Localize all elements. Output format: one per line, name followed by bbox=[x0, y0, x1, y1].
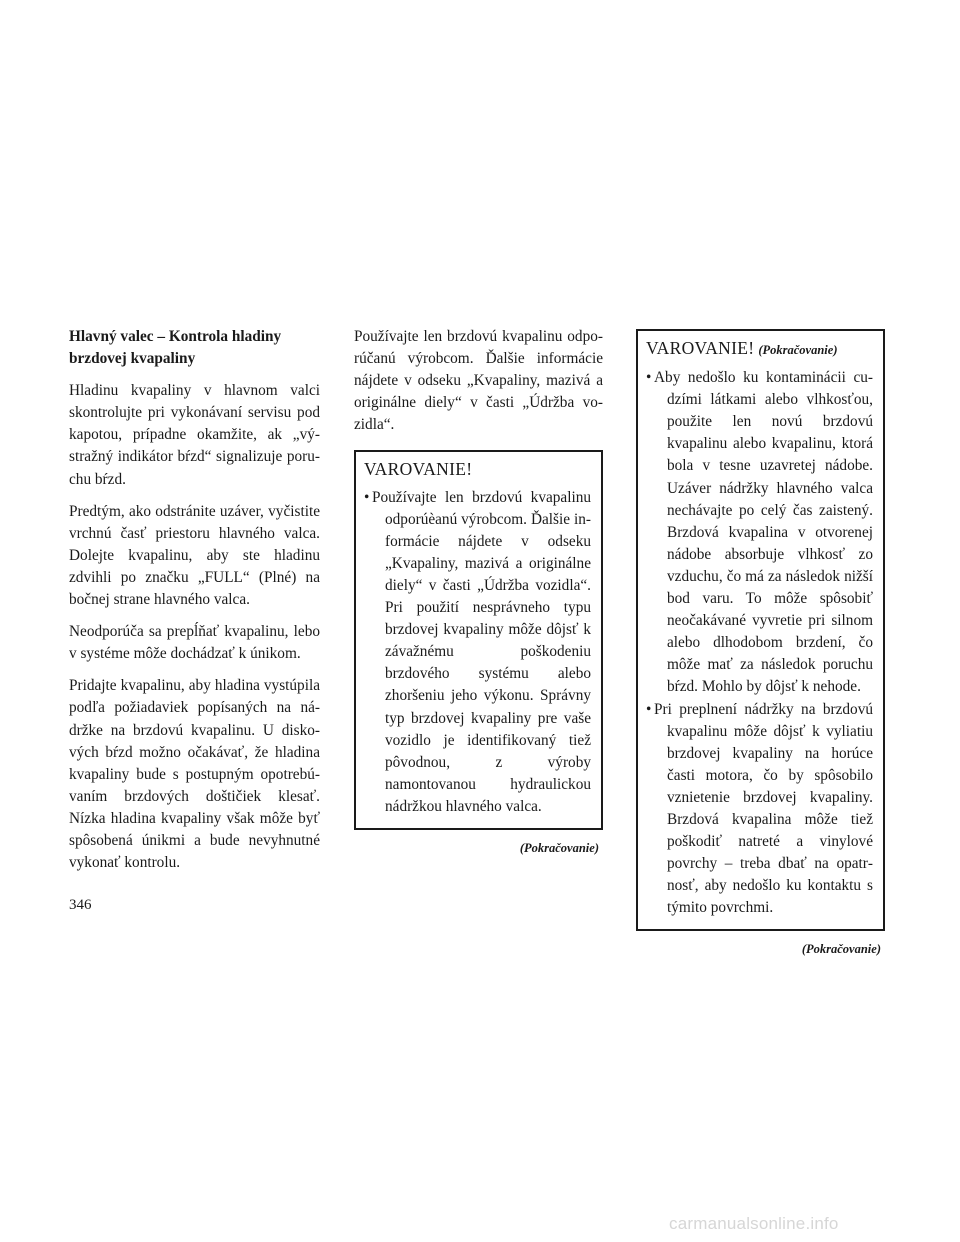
watermark: carmanualsonline.info bbox=[669, 1214, 839, 1233]
paragraph-4: Pridajte kvapalinu, aby hladina vystúpila podľa požiadaviek popísaných na nádržke na brzdovú kvapalinu. U diskových bŕzd možno očakávať, že hladina kvapaliny bude s postupným opotrebúvaním brzdových doštičiek klesať. Nízka hladina kvapaliny však môže byť spôsobená únikmi a bude nevyhnutné vykonať kontrolu. bbox=[69, 677, 320, 872]
right-column bbox=[636, 329, 885, 961]
warning-box bbox=[354, 450, 603, 830]
warning-list bbox=[364, 487, 591, 818]
page-number: 346 bbox=[69, 897, 92, 913]
left-column bbox=[69, 326, 320, 884]
section-heading: Hlavný valec – Kontrola hladiny brzdovej kvapaliny bbox=[69, 328, 282, 368]
warning-item: • Používajte len brzdovú kvapalinu odporúèanú výrobcom. Ďalšie informácie nájdete v odseku „Kvapaliny, mazivá a originálne diely“ v časti „Údržba vozidla“. Pri použití nesprávneho typu brzdovej kvapaliny môže dôjsť k závažnému poškodeniu brzdového systému alebo zhoršeniu jeho výkonu. Správny typ brzdovej kvapaliny pre vaše vozidlo je identifikovaný tiež pôvodnou, z výroby namontovanou hydraulickou nádržkou hlavného valca. bbox=[364, 487, 591, 818]
continued-label: (Pokračovanie) bbox=[801, 942, 881, 957]
paragraph-1: Hladinu kvapaliny v hlavnom valci skontrolujte pri vykonávaní servisu pod kapotou, prípadne okamžite, ak „výstražný indikátor bŕzd“ signalizuje poruchu bŕzd. bbox=[69, 382, 320, 488]
paragraph-3: Neodporúča sa prepĺňať kvapalinu, lebo v systéme môže dochádzať k únikom. bbox=[69, 623, 320, 663]
warning-list bbox=[646, 367, 873, 919]
warning-item: • Pri preplnení nádržky na brzdovú kvapalinu môže dôjsť k vyliatiu brzdovej kvapaliny na horúce časti motora, čo by spôsobilo vznietenie brzdovej kvapaliny. Brzdová kvapalina môže tiež poškodiť natreté a vinylové povrchy – treba dbať na opatrnosť, aby nedošlo ku kontaktu s týmito povrchmi. bbox=[646, 699, 873, 920]
continued-label: (Pokračovanie) bbox=[519, 840, 599, 855]
paragraph-2: Predtým, ako odstránite uzáver, vyčistite vrchnú časť priestoru hlavného valca. Dolejte kvapalinu, aby ste hladinu zdvihli po značku „FULL“ (Plné) na bočnej strane hlavného valca. bbox=[69, 502, 320, 609]
warning-title: VAROVANIE! bbox=[364, 459, 473, 480]
warning-item: • Aby nedošlo ku kontaminácii cudzími látkami alebo vlhkosťou, použite len novú brzdovú kvapalinu alebo kvapalinu, ktorá bola v tesne uzavretej nádobe. Uzáver nádržky hlavného valca nechávajte po celý čas zaistený. Brzdová kvapalina v otvorenej nádobe absorbuje vlhkosť zo vzduchu, čo má za následok nižší bod varu. To môže spôsobiť neočakávané vyvretie pri silnom alebo dlhodobom brzdení, čo môže mať za následok poruchu bŕzd. Mohlo by dôjsť k nehode. bbox=[646, 367, 873, 698]
paragraph-5: Používajte len brzdovú kvapalinu odporúčanú výrobcom. Ďalšie informácie nájdete v odseku „Kvapaliny, mazivá a originálne diely“ v časti „Údržba vozidla“. bbox=[354, 328, 603, 434]
warning-title bbox=[646, 337, 873, 361]
warning-title-continued: (Pokračovanie) bbox=[758, 343, 838, 357]
middle-column bbox=[354, 326, 603, 859]
warning-box-continued bbox=[636, 329, 885, 931]
warning-title-text: VAROVANIE! bbox=[646, 338, 755, 358]
